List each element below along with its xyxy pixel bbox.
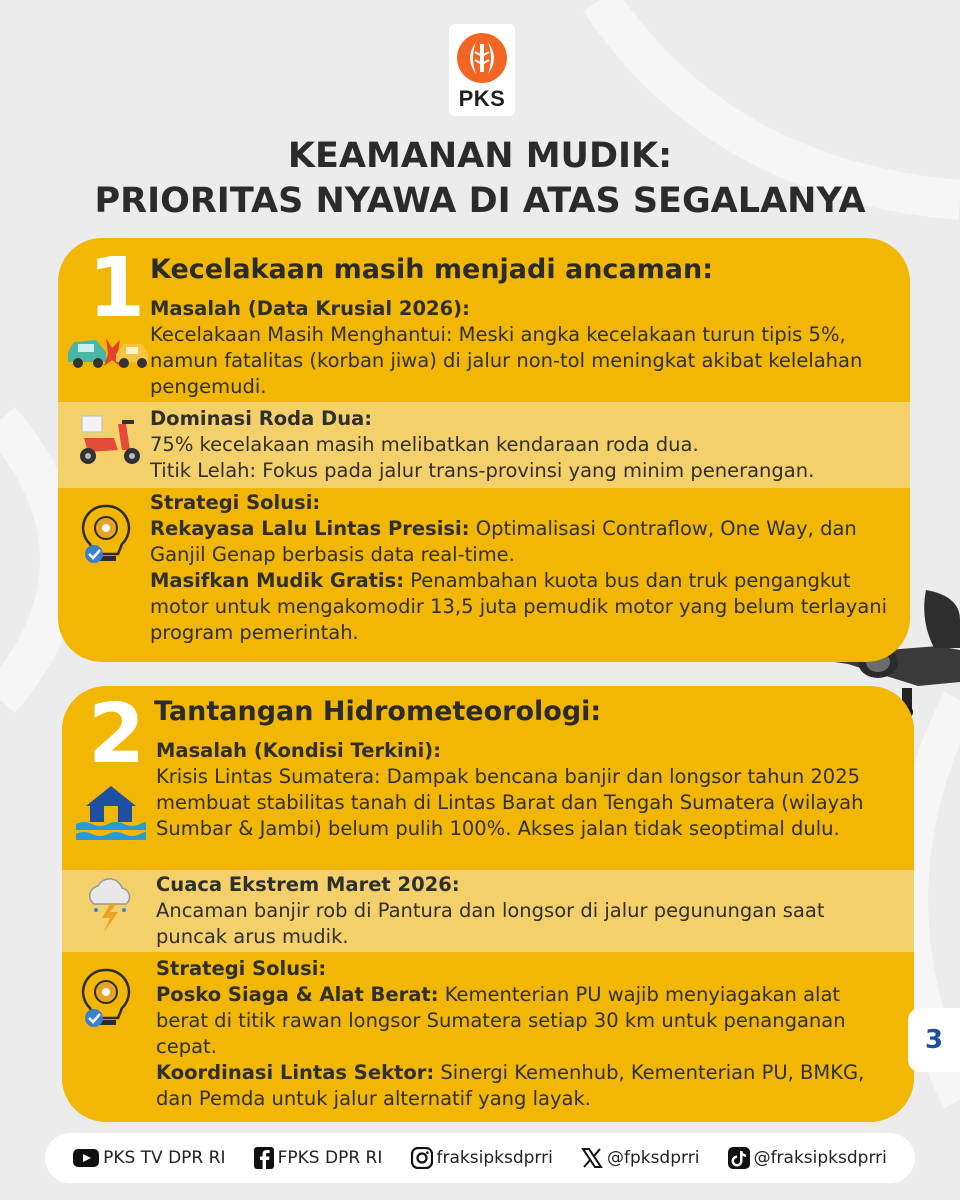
social-x[interactable] <box>581 1147 699 1169</box>
strategy-text: Sinergi Kemenhub, Kementerian PU, BMKG, dan Pemda untuk jalur alternatif yang layak. <box>156 1061 865 1110</box>
social-tiktok[interactable] <box>728 1147 887 1169</box>
strategy-item <box>156 982 896 1060</box>
facebook-icon <box>254 1147 274 1169</box>
section-title: Strategi Solusi: <box>150 491 321 514</box>
section-text: Kecelakaan Masih Menghantui: Meski angka kecelakaan turun tipis 5%, namun fatalitas (korban jiwa) di jalur non-tol meningkat akibat kelelahan pengemudi. <box>150 323 863 398</box>
card-heading: Kecelakaan masih menjadi ancaman: <box>150 254 714 285</box>
card-number: 2 <box>88 687 146 782</box>
strategy-text: Penambahan kuota bus dan truk pengangkut motor untuk mengakomodir 13,5 juta pemudik motor yang belum terlayani program pemerintah. <box>150 569 888 644</box>
social-youtube[interactable] <box>73 1148 225 1168</box>
flood-house-icon <box>76 782 146 842</box>
card-heading: Tantangan Hidrometeorologi: <box>154 696 602 727</box>
social-instagram[interactable] <box>411 1147 553 1169</box>
social-label: @fpksdprri <box>606 1148 700 1168</box>
social-label: PKS TV DPR RI <box>103 1148 226 1168</box>
social-footer <box>45 1133 915 1183</box>
section-extreme-weather <box>156 872 876 950</box>
page-number: 3 <box>908 1008 960 1072</box>
page-title-line1: KEAMANAN MUDIK: <box>287 136 673 176</box>
social-label: FPKS DPR RI <box>277 1148 383 1168</box>
card-accident <box>58 238 910 662</box>
section-text: Ancaman banjir rob di Pantura dan longsor di jalur pegunungan saat puncak arus mudik. <box>156 899 825 948</box>
strategy-label: Koordinasi Lintas Sektor: <box>156 1061 435 1084</box>
section-title: Masalah (Data Krusial 2026): <box>150 297 470 320</box>
brand-name: PKS <box>458 86 506 111</box>
social-label: fraksipksdprri <box>436 1148 553 1168</box>
x-icon <box>581 1147 603 1169</box>
pks-emblem-icon <box>456 32 508 84</box>
section-line: 75% kecelakaan masih melibatkan kendaraan roda dua. <box>150 433 699 456</box>
section-two-wheelers <box>150 406 910 484</box>
social-facebook[interactable] <box>254 1147 383 1169</box>
section-problem <box>156 738 906 842</box>
scooter-icon <box>74 414 146 466</box>
section-strategy <box>156 956 896 1112</box>
section-title: Strategi Solusi: <box>156 957 327 980</box>
solution-bulb-icon <box>78 502 134 568</box>
section-strategy <box>150 490 890 646</box>
section-line: Titik Lelah: Fokus pada jalur trans-provinsi yang minim penerangan. <box>150 459 815 482</box>
pks-logo <box>449 24 515 116</box>
section-problem <box>150 296 900 400</box>
strategy-text: Optimalisasi Contraflow, One Way, dan Ganjil Genap berbasis data real-time. <box>150 517 857 566</box>
strategy-item <box>150 568 890 646</box>
instagram-icon <box>411 1147 433 1169</box>
strategy-label: Rekayasa Lalu Lintas Presisi: <box>150 517 470 540</box>
section-title: Dominasi Roda Dua: <box>150 407 373 430</box>
strategy-item <box>150 516 890 568</box>
strategy-label: Posko Siaga & Alat Berat: <box>156 983 439 1006</box>
section-title: Cuaca Ekstrem Maret 2026: <box>156 873 460 896</box>
solution-bulb-icon <box>78 966 134 1032</box>
card-hydrometeorology <box>62 686 914 1122</box>
card-number: 1 <box>88 241 146 336</box>
social-label: @fraksipksdprri <box>753 1148 887 1168</box>
strategy-label: Masifkan Mudik Gratis: <box>150 569 405 592</box>
youtube-icon <box>73 1148 99 1168</box>
section-title: Masalah (Kondisi Terkini): <box>156 739 442 762</box>
page-title-line2: PRIORITAS NYAWA DI ATAS SEGALANYA <box>94 181 866 221</box>
storm-cloud-icon <box>84 878 134 934</box>
tiktok-icon <box>728 1147 750 1169</box>
strategy-item <box>156 1060 896 1112</box>
section-text: Krisis Lintas Sumatera: Dampak bencana banjir dan longsor tahun 2025 membuat stabilitas tanah di Lintas Barat dan Tengah Sumatera (wilayah Sumbar & Jambi) belum pulih 100%. Akses jalan tidak seoptimal dulu. <box>156 765 864 840</box>
strategy-text: Kementerian PU wajib menyiagakan alat berat di titik rawan longsor Sumatera setiap 30 km untuk penanganan cepat. <box>156 983 846 1058</box>
car-crash-icon <box>66 330 150 374</box>
